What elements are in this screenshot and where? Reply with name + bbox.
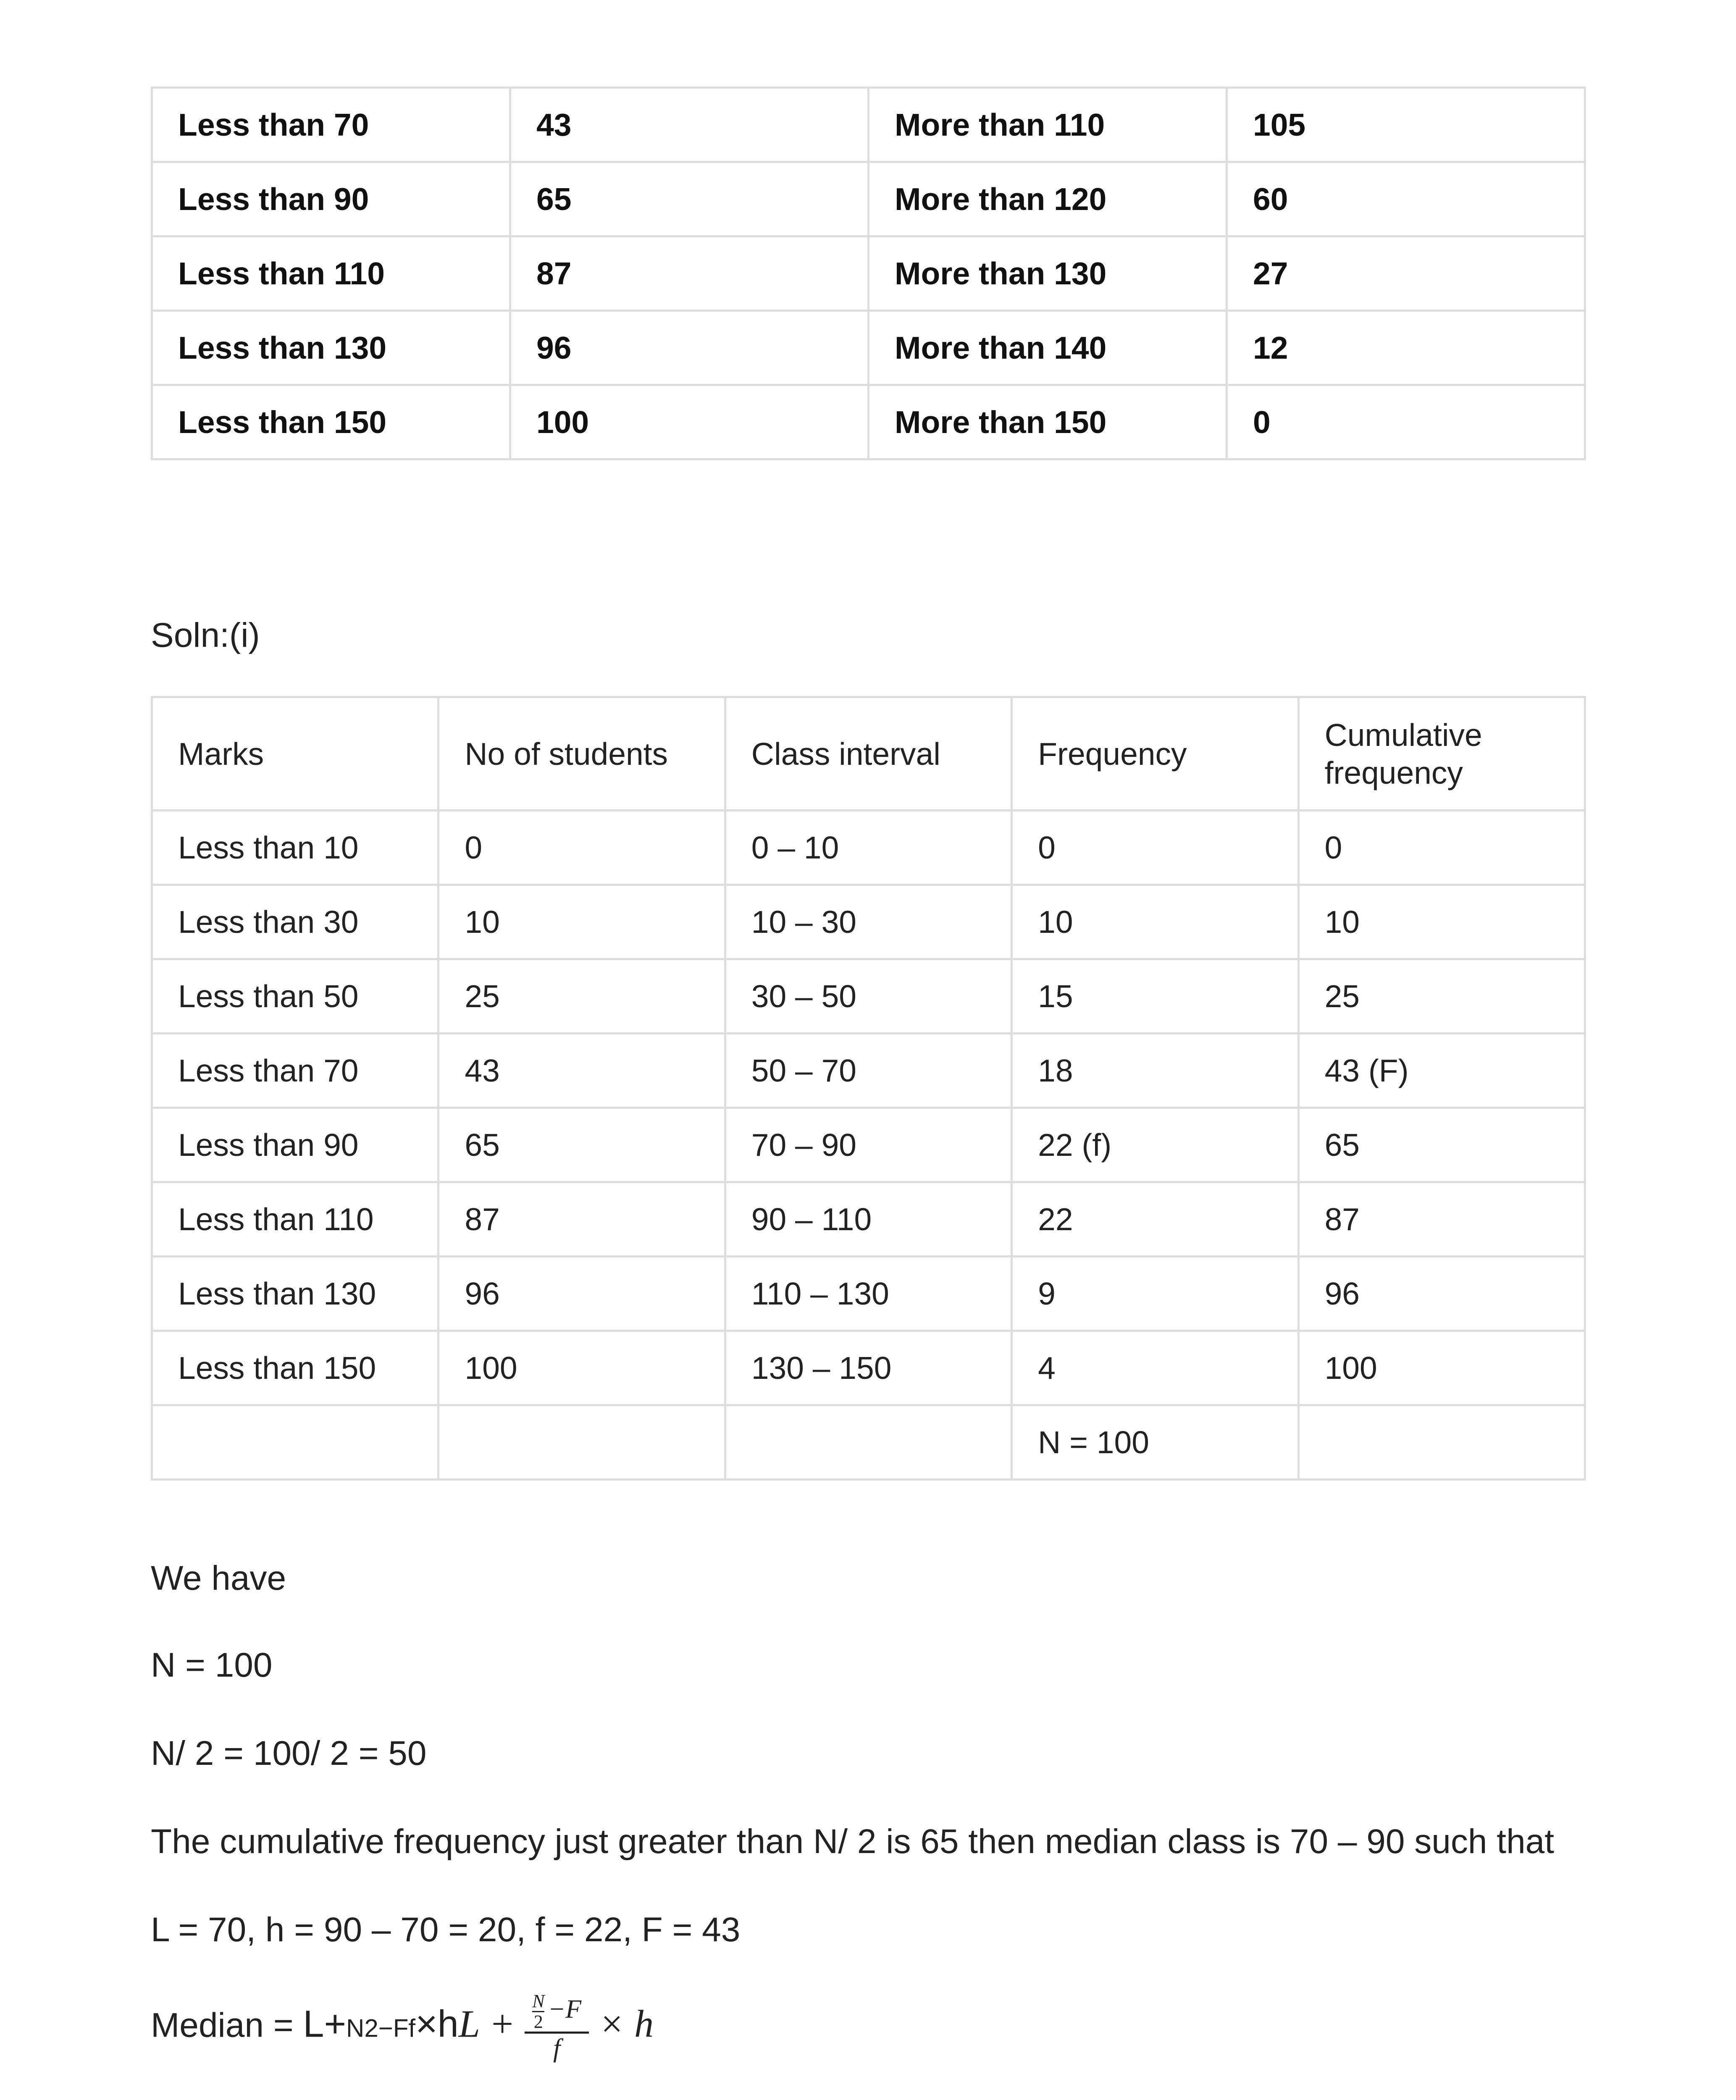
n-half-text: N/ 2 = 100/ 2 = 50 <box>151 1734 427 1772</box>
marks-cell: Less than 30 <box>152 885 439 959</box>
header-frequency: Frequency <box>1012 697 1298 811</box>
less-than-marks-cell: Less than 70 <box>152 88 510 162</box>
marks-cell: Less than 10 <box>152 811 439 885</box>
less-than-count-cell: 100 <box>510 385 869 459</box>
cumulative-frequency-cell: 0 <box>1298 811 1585 885</box>
no-of-students-cell: 87 <box>439 1182 725 1257</box>
class-interval-cell: 10 – 30 <box>725 885 1011 959</box>
header-marks: Marks <box>152 697 439 811</box>
median-fraction-numerator <box>525 1992 589 2034</box>
frequency-cell: N = 100 <box>1012 1405 1298 1480</box>
no-of-students-cell: 43 <box>439 1034 725 1108</box>
less-than-marks-cell: Less than 130 <box>152 311 510 385</box>
class-interval-cell: 90 – 110 <box>725 1182 1011 1257</box>
table-row <box>152 1108 1585 1182</box>
no-of-students-cell: 25 <box>439 959 725 1034</box>
median-formula <box>151 1992 654 2064</box>
more-than-marks-cell: More than 140 <box>869 311 1227 385</box>
cumulative-frequency-cell: 100 <box>1298 1331 1585 1405</box>
table-row <box>152 311 1585 385</box>
median-formula-plain-a: L+ <box>303 2003 347 2045</box>
no-of-students-cell: 65 <box>439 1108 725 1182</box>
frequency-cell: 22 (f) <box>1012 1108 1298 1182</box>
class-interval-cell: 110 – 130 <box>725 1257 1011 1331</box>
median-fraction-denominator: f <box>553 2034 561 2063</box>
class-interval-cell: 0 – 10 <box>725 811 1011 885</box>
header-cumulative-frequency: Cumulative frequency <box>1298 697 1585 811</box>
solution-table <box>151 696 1586 1480</box>
marks-cell: Less than 50 <box>152 959 439 1034</box>
table-row <box>152 162 1585 236</box>
marks-cell: Less than 90 <box>152 1108 439 1182</box>
no-of-students-cell: 96 <box>439 1257 725 1331</box>
median-formula-plain-b: N2−Ff <box>346 2014 416 2042</box>
cumulative-frequency-cell: 65 <box>1298 1108 1585 1182</box>
less-than-marks-cell: Less than 110 <box>152 236 510 311</box>
less-than-count-cell: 96 <box>510 311 869 385</box>
less-than-marks-cell: Less than 90 <box>152 162 510 236</box>
no-of-students-cell <box>439 1405 725 1480</box>
median-fraction <box>525 1992 589 2064</box>
table-row <box>152 885 1585 959</box>
no-of-students-cell: 100 <box>439 1331 725 1405</box>
cumulative-sentence: The cumulative frequency just greater than N/ 2 is 65 then median class is 70 – 90 such that <box>151 1822 1555 1861</box>
table-header-row <box>152 697 1585 811</box>
median-formula-prefix: Median = <box>151 2006 303 2045</box>
marks-cell: Less than 70 <box>152 1034 439 1108</box>
marks-cell: Less than 110 <box>152 1182 439 1257</box>
median-formula-math-lead: L + <box>458 2002 515 2045</box>
more-than-count-cell: 0 <box>1227 385 1585 459</box>
table-row <box>152 385 1585 459</box>
we-have-text: We have <box>151 1559 286 1597</box>
cumulative-frequency-cell: 96 <box>1298 1257 1585 1331</box>
cumulative-frequency-cell: 25 <box>1298 959 1585 1034</box>
solution-table-head <box>152 697 1585 811</box>
frequency-cell: 22 <box>1012 1182 1298 1257</box>
median-fraction-numerator-rest: −F <box>548 1995 582 2024</box>
values-line: L = 70, h = 90 – 70 = 20, f = 22, F = 43 <box>151 1911 741 1949</box>
cumulative-frequency-cell: 87 <box>1298 1182 1585 1257</box>
table-row <box>152 1405 1585 1480</box>
more-than-marks-cell: More than 110 <box>869 88 1227 162</box>
more-than-count-cell: 105 <box>1227 88 1585 162</box>
table-row <box>152 811 1585 885</box>
marks-cell: Less than 130 <box>152 1257 439 1331</box>
table-row <box>152 959 1585 1034</box>
more-than-marks-cell: More than 150 <box>869 385 1227 459</box>
frequency-cell: 18 <box>1012 1034 1298 1108</box>
table-row <box>152 236 1585 311</box>
header-class-interval: Class interval <box>725 697 1011 811</box>
frequency-cell: 10 <box>1012 885 1298 959</box>
cumulative-frequency-cell: 10 <box>1298 885 1585 959</box>
no-of-students-cell: 10 <box>439 885 725 959</box>
frequency-cell: 9 <box>1012 1257 1298 1331</box>
more-than-marks-cell: More than 130 <box>869 236 1227 311</box>
no-of-students-cell: 0 <box>439 811 725 885</box>
less-than-marks-cell: Less than 150 <box>152 385 510 459</box>
class-interval-cell: 70 – 90 <box>725 1108 1011 1182</box>
more-less-than-table-body <box>152 88 1585 459</box>
solution-table-body <box>152 811 1585 1480</box>
frequency-cell: 0 <box>1012 811 1298 885</box>
table-row <box>152 1034 1585 1108</box>
frequency-cell: 4 <box>1012 1331 1298 1405</box>
marks-cell <box>152 1405 439 1480</box>
class-interval-cell <box>725 1405 1011 1480</box>
n-over-2-numerator: N <box>532 1992 544 2012</box>
table-row <box>152 1182 1585 1257</box>
cumulative-frequency-cell: 43 (F) <box>1298 1034 1585 1108</box>
table-row <box>152 1257 1585 1331</box>
header-no-of-students: No of students <box>439 697 725 811</box>
class-interval-cell: 50 – 70 <box>725 1034 1011 1108</box>
more-than-count-cell: 12 <box>1227 311 1585 385</box>
more-than-marks-cell: More than 120 <box>869 162 1227 236</box>
more-than-count-cell: 27 <box>1227 236 1585 311</box>
n-over-2 <box>532 1992 544 2032</box>
less-than-count-cell: 65 <box>510 162 869 236</box>
soln-label: Soln:(i) <box>151 616 260 654</box>
frequency-cell: 15 <box>1012 959 1298 1034</box>
table-row <box>152 1331 1585 1405</box>
n-over-2-denominator: 2 <box>533 2011 543 2032</box>
median-formula-math-tail: × h <box>598 2002 654 2045</box>
more-less-than-table <box>151 87 1586 460</box>
class-interval-cell: 130 – 150 <box>725 1331 1011 1405</box>
less-than-count-cell: 87 <box>510 236 869 311</box>
cumulative-frequency-cell <box>1298 1405 1585 1480</box>
class-interval-cell: 30 – 50 <box>725 959 1011 1034</box>
table-row <box>152 88 1585 162</box>
median-formula-plain-c: ×h <box>415 2003 459 2045</box>
n-value-text: N = 100 <box>151 1646 273 1684</box>
marks-cell: Less than 150 <box>152 1331 439 1405</box>
less-than-count-cell: 43 <box>510 88 869 162</box>
more-than-count-cell: 60 <box>1227 162 1585 236</box>
